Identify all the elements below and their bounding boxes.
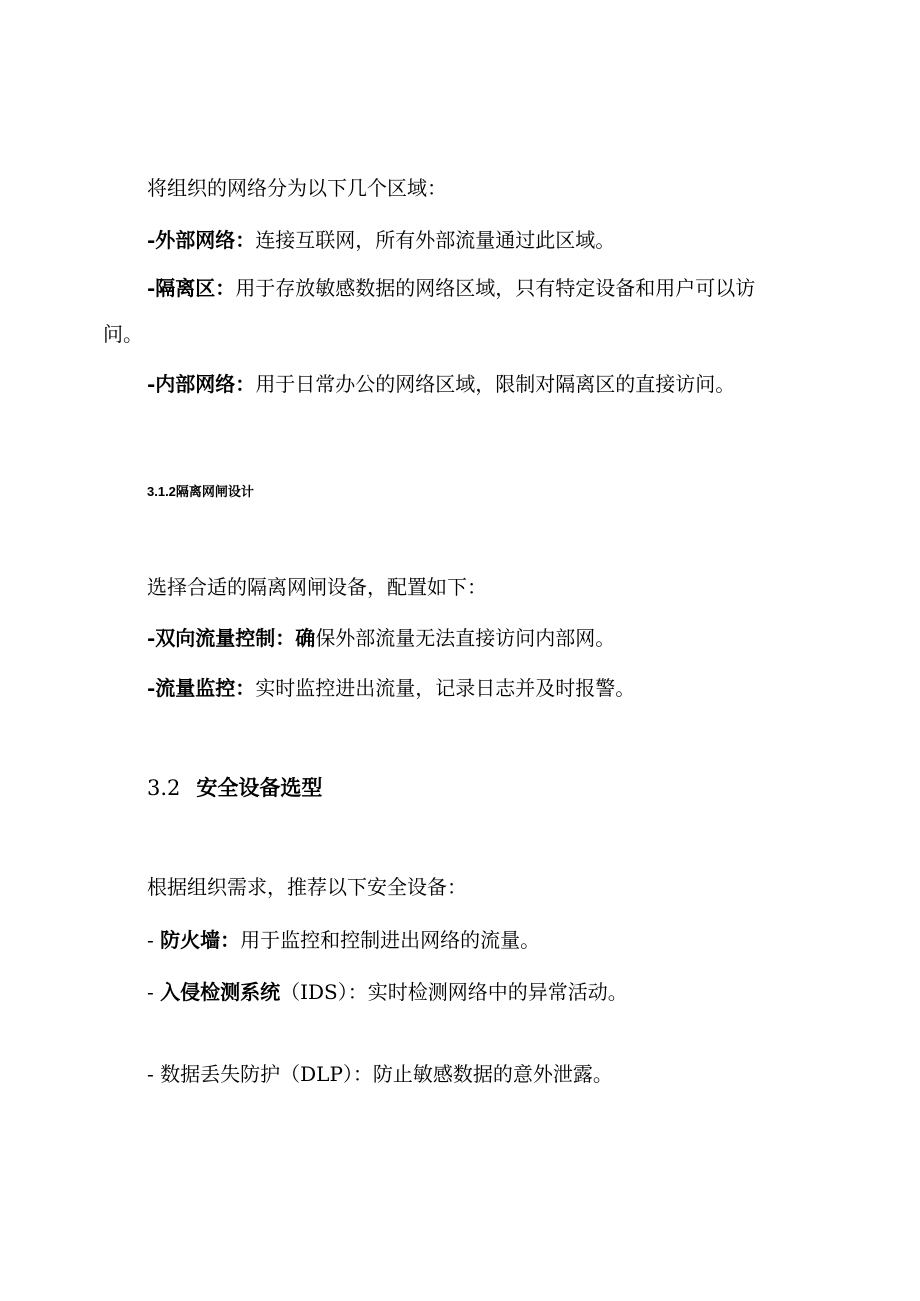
gateway-text: 保外部流量无法直接访问内部网。 <box>315 626 616 650</box>
section-32-intro: 根据组织需求，推荐以下安全设备： <box>147 875 467 899</box>
zone-item-isolation-continuation: 问。 <box>103 322 143 346</box>
device-item-ids <box>147 980 628 1004</box>
device-prefix: - <box>147 1062 161 1086</box>
device-label: 防火墙： <box>160 928 241 952</box>
section-32-heading <box>147 775 322 801</box>
gateway-item-monitoring <box>147 676 635 700</box>
zone-label: -外部网络： <box>147 228 256 252</box>
zone-item-external <box>147 228 615 252</box>
gateway-label: -流量监控： <box>147 676 256 700</box>
gateway-label: -双向流量控制：确 <box>147 626 316 650</box>
zones-intro: 将组织的网络分为以下几个区域： <box>147 176 447 200</box>
gateway-item-bidirectional <box>147 626 615 650</box>
device-text: （IDS）：实时检测网络中的异常活动。 <box>280 980 628 1004</box>
zone-item-isolation <box>147 276 755 300</box>
section-312-heading: 3.1.2隔离网闸设计 <box>147 484 254 499</box>
device-prefix: - <box>147 980 161 1004</box>
zone-item-internal <box>147 372 735 396</box>
zone-text: 用于日常办公的网络区域，限制对隔离区的直接访问。 <box>255 372 736 396</box>
section-title: 安全设备选型 <box>196 775 323 800</box>
zone-text: 连接互联网，所有外部流量通过此区域。 <box>255 228 616 252</box>
device-text: 数据丢失防护（DLP）：防止敏感数据的意外泄露。 <box>160 1062 613 1086</box>
zone-label: -隔离区： <box>147 276 236 300</box>
device-label: 入侵检测系统 <box>160 980 281 1004</box>
device-prefix: - <box>147 928 161 952</box>
section-312-intro: 选择合适的隔离网闸设备，配置如下： <box>147 575 487 599</box>
device-item-firewall <box>147 928 540 952</box>
device-text: 用于监控和控制进出网络的流量。 <box>240 928 541 952</box>
gateway-text: 实时监控进出流量，记录日志并及时报警。 <box>255 676 636 700</box>
zone-text: 用于存放敏感数据的网络区域，只有特定设备和用户可以访 <box>235 276 756 300</box>
device-item-dlp <box>147 1062 613 1086</box>
zone-label: -内部网络： <box>147 372 256 396</box>
section-number: 3.2 <box>147 776 181 800</box>
